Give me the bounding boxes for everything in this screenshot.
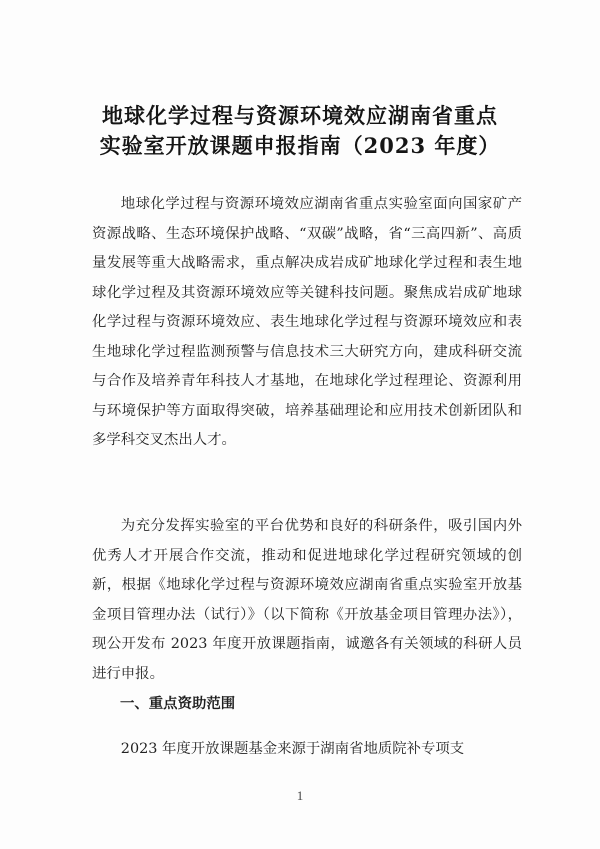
intro-paragraph: 地球化学过程与资源环境效应湖南省重点实验室面向国家矿产资源战略、生态环境保护战略、“双碳”战略，省“三高四新”、高质量发展等重大战略需求，重点解决成岩成矿地球化学过程和表生地球化学过程及其资源环境效应等关键科技问题。聚焦成岩成矿地球化学过程与资源环境效应、表生地球化学过程与资源环境效应和表生地球化学过程监测预警与信息技术三大研究方向，建成科研交流与合作及培养青年科技人才基地，在地球化学过程理论、资源利用与环境保护等方面取得突破，培养基础理论和应用技术创新团队和多学科交叉杰出人才。 — [92, 196, 522, 448]
section-heading: 一、重点资助范围 — [120, 696, 236, 712]
purpose-paragraph: 为充分发挥实验室的平台优势和良好的科研条件，吸引国内外优秀人才开展合作交流，推动和促进地球化学过程研究领域的创新，根据《地球化学过程与资源环境效应湖南省重点实验室开放基金项目管理办法（试行）》（以下简称《开放基金项目管理办法》），现公开发布 2023 年度开放课题指南，诚邀各有关领域的科研人员进行申报。 — [92, 518, 522, 682]
page-number: 1 — [296, 788, 304, 803]
document-title-line-1: 地球化学过程与资源环境效应湖南省重点 — [102, 103, 498, 128]
document-title-line-2: 实验室开放课题申报指南（2023 年度） — [99, 133, 501, 158]
section-paragraph: 2023 年度开放课题基金来源于湖南省地质院补专项支 — [120, 741, 465, 757]
